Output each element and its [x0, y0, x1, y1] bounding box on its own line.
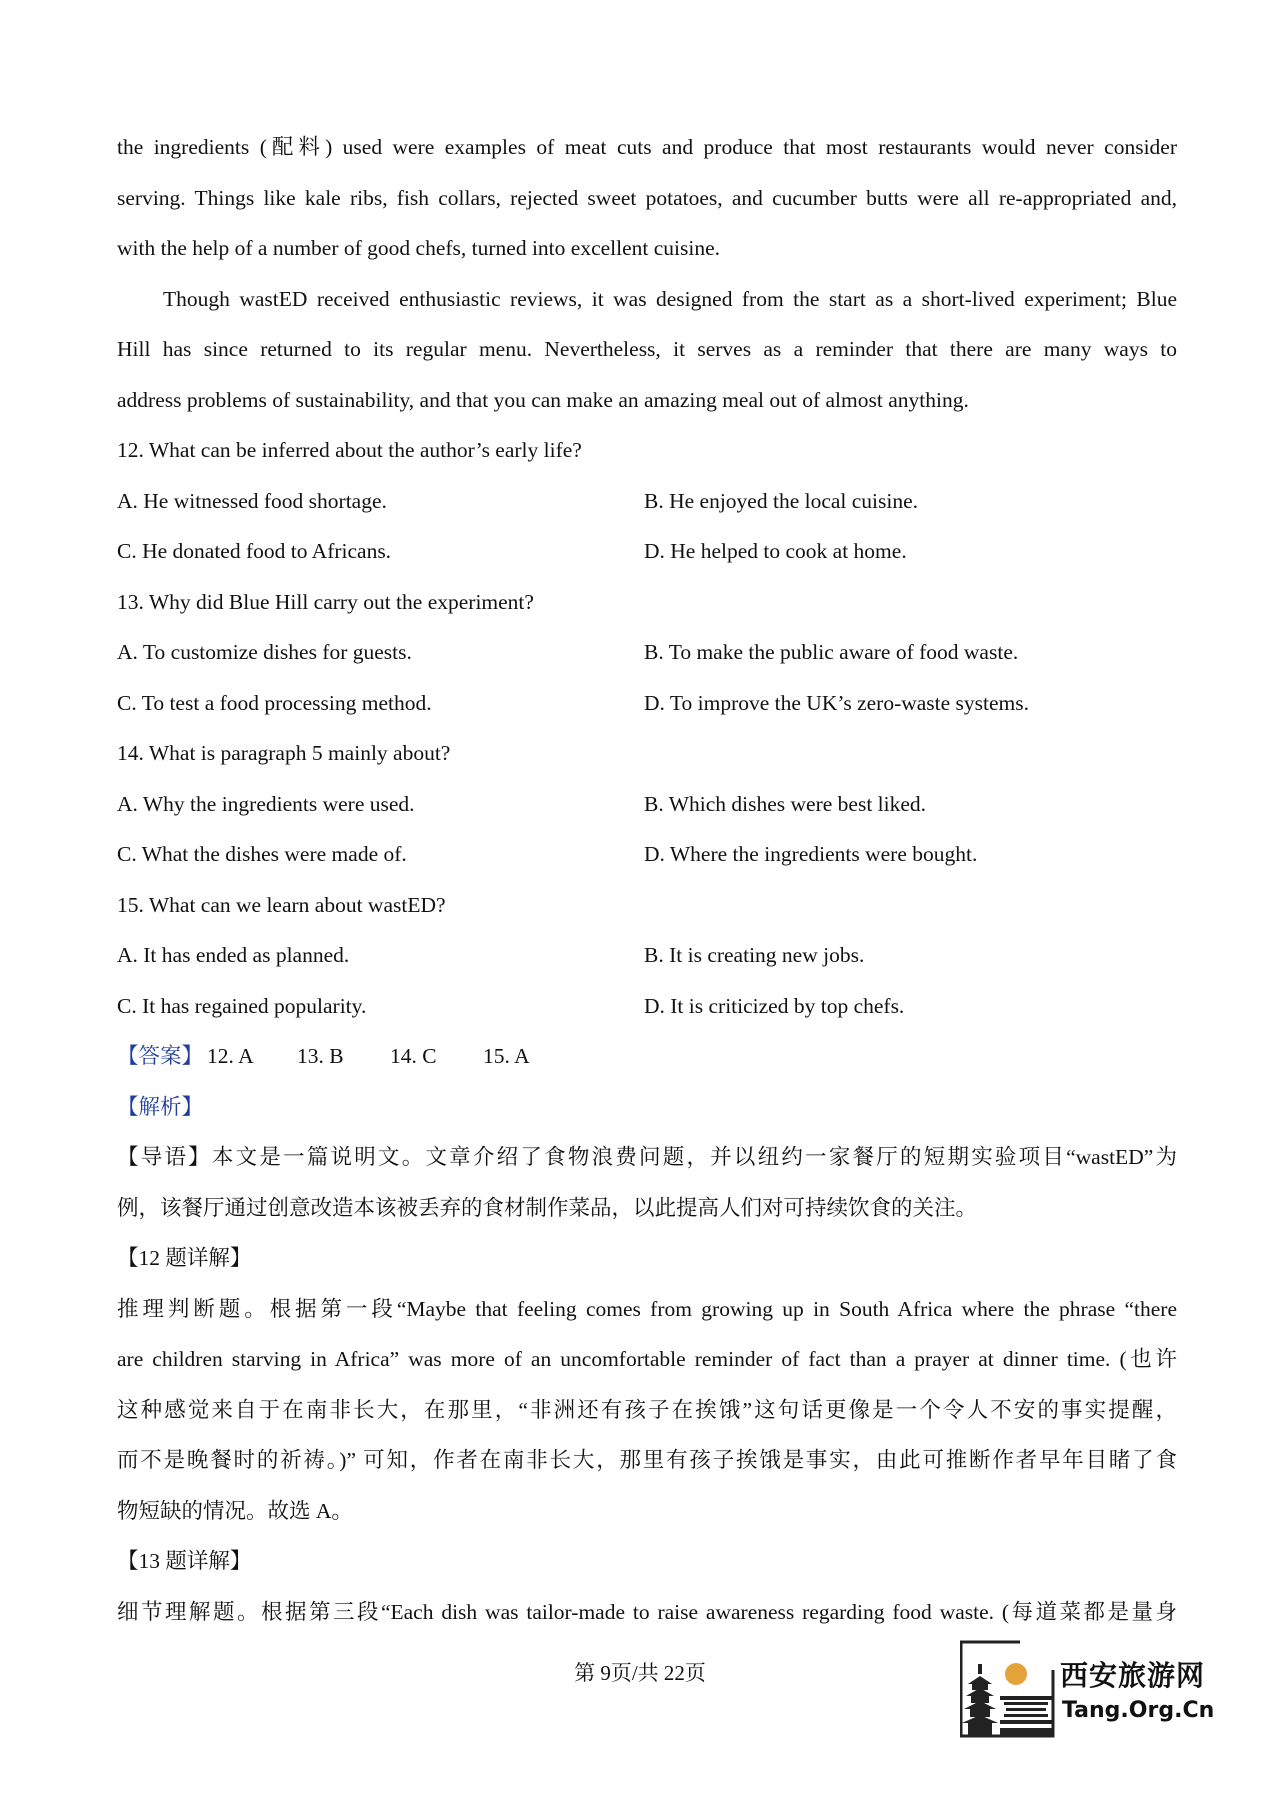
question-14: 14. What is paragraph 5 mainly about?: [117, 741, 451, 765]
option-a: A. He witnessed food shortage.: [117, 488, 387, 513]
answer-13: 13. B: [297, 1044, 344, 1068]
option-c: C. He donated food to Africans.: [117, 539, 392, 563]
option-b: B. Which dishes were best liked.: [644, 791, 927, 816]
option-a: A. To customize dishes for guests.: [117, 640, 412, 664]
option-c: C. What the dishes were made of.: [117, 842, 407, 866]
pagoda-logo-icon: [960, 1640, 1056, 1738]
options-row: [117, 981, 1177, 1032]
option-d: D. To improve the UK’s zero-waste systems.: [644, 690, 1030, 715]
answer-14: 14. C: [390, 1044, 437, 1068]
option-b: B. It is creating new jobs.: [644, 943, 865, 967]
detail-line: 而不是晚餐时的祈祷。)” 可知，作者在南非长大，那里有孩子挨饿是事实，由此可推断作者早年目睹了食: [117, 1448, 1177, 1472]
question-15: 15. What can we learn about wastED?: [117, 892, 446, 917]
detail-line: 细节理解题。根据第三段“Each dish was tailor-made to raise awareness regarding food waste. (每道菜都是量身: [117, 1599, 1177, 1624]
option-b: B. He enjoyed the local cuisine.: [644, 488, 919, 513]
option-d: D. It is criticized by top chefs.: [644, 993, 905, 1018]
passage-line: with the help of a number of good chefs, turned into excellent cuisine.: [117, 236, 721, 260]
options-row: [117, 476, 1177, 527]
options-row: [117, 678, 1177, 729]
analysis-label: 【解析】: [117, 1094, 204, 1119]
passage-line: Though wastED received enthusiastic reviews, it was designed from the start as a short-lived experiment; Blue: [163, 286, 1177, 311]
detail-line: 这种感觉来自于在南非长大，在那里，“非洲还有孩子在挨饿”这句话更像是一个令人不安的事实提醒，: [117, 1397, 1177, 1422]
answer-line: [117, 1031, 1177, 1082]
option-b: B. To make the public aware of food waste.: [644, 640, 1019, 664]
answer-12: 12. A: [207, 1044, 254, 1068]
passage-line: serving. Things like kale ribs, fish collars, rejected sweet potatoes, and cucumber butts were all re-appropriated and,: [117, 185, 1177, 210]
watermark-en: Tang.Org.Cn: [1062, 1698, 1215, 1723]
options-row: [117, 526, 1177, 577]
question-12: 12. What can be inferred about the author’s early life?: [117, 438, 582, 462]
detail-13-title: 【13 题详解】: [117, 1549, 252, 1573]
question-13: 13. Why did Blue Hill carry out the experiment?: [117, 589, 534, 614]
option-d: D. Where the ingredients were bought.: [644, 842, 978, 866]
watermark-cn: 西安旅游网: [1060, 1659, 1206, 1692]
options-row: [117, 829, 1177, 880]
page-content: [117, 122, 1177, 1637]
option-a: A. It has ended as planned.: [117, 943, 350, 967]
answer-15: 15. A: [483, 1044, 530, 1068]
options-row: [117, 627, 1177, 678]
detail-line: are children starving in Africa” was more of an uncomfortable reminder of fact than a prayer at dinner time. (也许: [117, 1347, 1177, 1371]
guide-line: 【导语】本文是一篇说明文。文章介绍了食物浪费问题，并以纽约一家餐厅的短期实验项目“wastED”为: [117, 1145, 1177, 1169]
option-a: A. Why the ingredients were used.: [117, 791, 415, 816]
option-d: D. He helped to cook at home.: [644, 539, 907, 563]
guide-line: 例，该餐厅通过创意改造本该被丢弃的食材制作菜品，以此提高人们对可持续饮食的关注。: [117, 1195, 978, 1220]
detail-line: 推理判断题。根据第一段“Maybe that feeling comes from growing up in South Africa where the phrase “there: [117, 1296, 1177, 1321]
watermark-logo: [960, 1640, 1215, 1740]
options-row: [117, 930, 1177, 981]
answer-label: 【答案】: [117, 1044, 204, 1068]
passage-line: Hill has since returned to its regular menu. Nevertheless, it serves as a reminder that there are many ways to: [117, 337, 1177, 361]
detail-12-title: 【12 题详解】: [117, 1246, 252, 1270]
option-c: C. To test a food processing method.: [117, 690, 432, 715]
passage-line: address problems of sustainability, and that you can make an amazing meal out of almost anything.: [117, 387, 969, 412]
page-footer: 第 9页/共 22页: [574, 1661, 706, 1685]
passage-line: the ingredients (配料) used were examples of meat cuts and produce that most restaurants would never consider: [117, 135, 1177, 159]
options-row: [117, 779, 1177, 830]
option-c: C. It has regained popularity.: [117, 993, 367, 1018]
detail-line: 物短缺的情况。故选 A。: [117, 1498, 353, 1523]
